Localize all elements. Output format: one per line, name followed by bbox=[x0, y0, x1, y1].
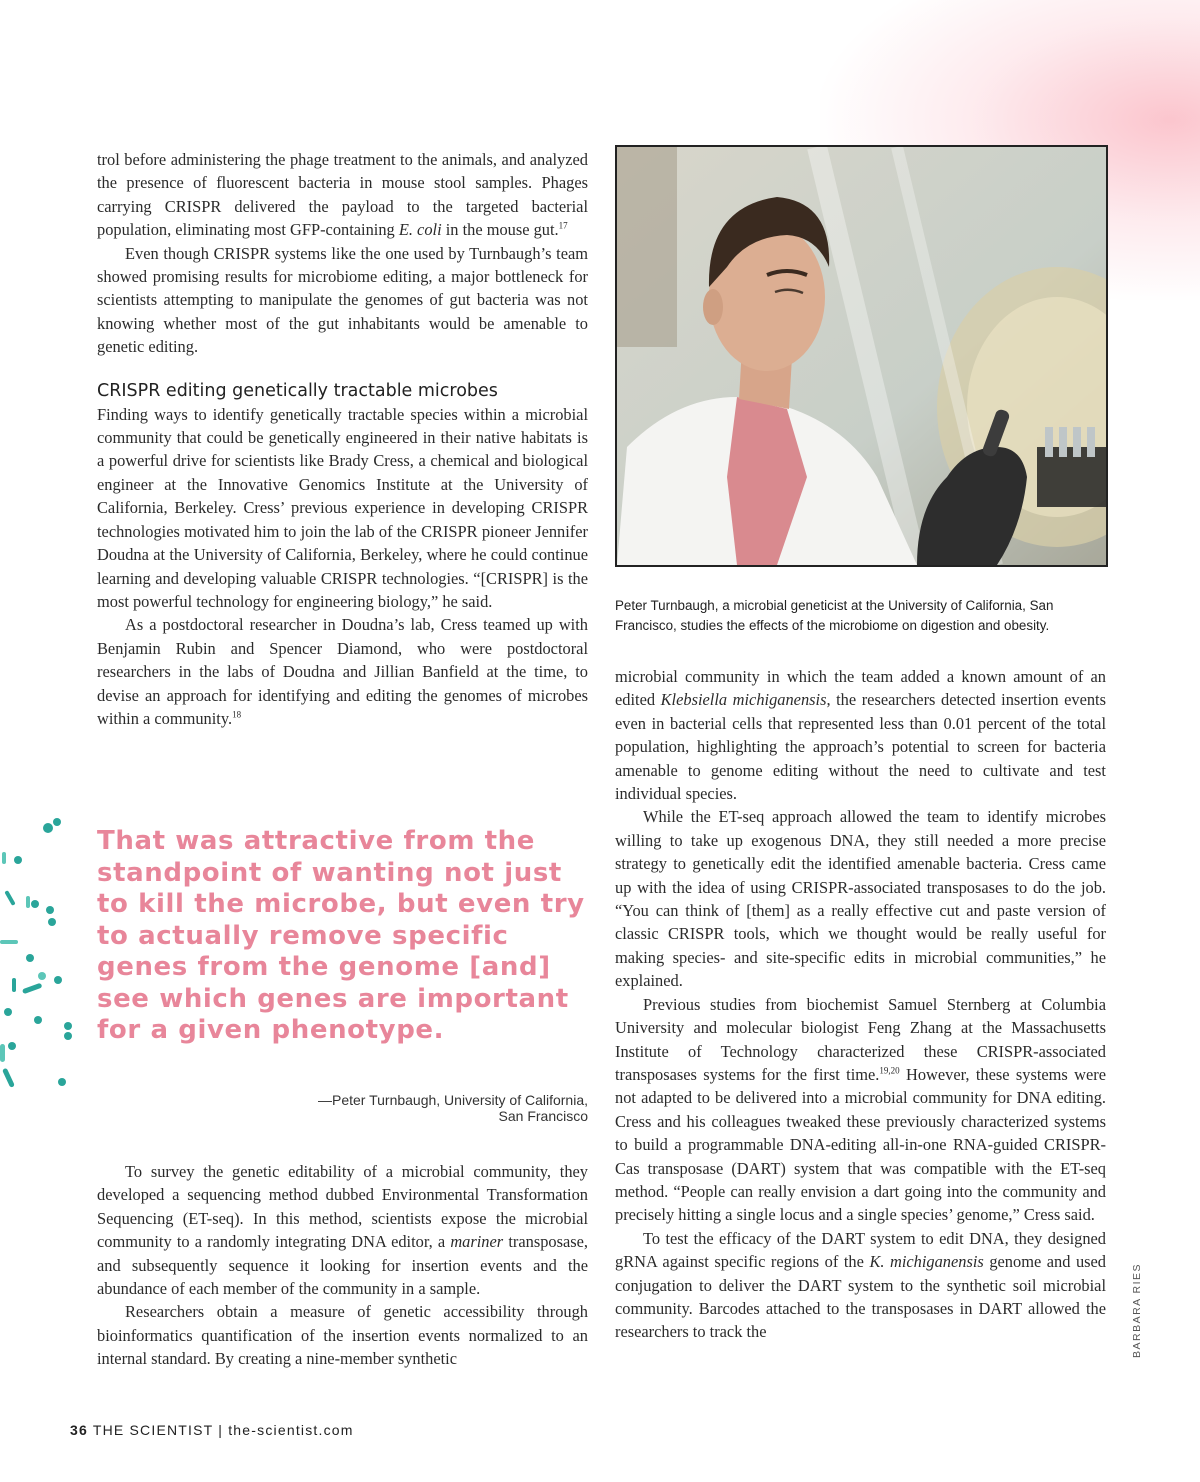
section-heading: CRISPR editing genetically tractable microbes bbox=[97, 380, 498, 401]
paragraph-1: trol before administering the phage treatment to the animals, and analyzed the presence of fluorescent bacteria in mouse stool samples. Phages carrying CRISPR delivered the payload to the targeted bacterial population, eliminating most GFP-containing E. coli in the mouse gut.$^{17}$ bbox=[97, 150, 588, 240]
paragraph-r2: While the ET-seq approach allowed the team to identify microbes willing to take up exogenous DNA, they still needed a more precise strategy to genetically edit the identified amenable bacteria. Cress came up with the idea of using CRISPR-associated transposases to do the job. “You can think of [them] as a really effective cut and paste version of classic CRISPR tools, which we thought would be really useful for making species- and site-specific edits in microbial communities,” he explained. bbox=[615, 807, 1106, 991]
paragraph-r1: microbial community in which the team added a known amount of an edited Klebsiella michiganensis, the researchers detected insertion events even in bacterial cells that represented less than 0.01 percent of the total population, highlighting the approach’s potential to screen for bacteria amenable to genome editing without the need to cultivate and test individual species. bbox=[615, 667, 1106, 804]
page-number: 36 bbox=[70, 1422, 88, 1438]
reference: 17 bbox=[558, 220, 568, 231]
photo-illustration bbox=[617, 147, 1106, 565]
footer-separator: | bbox=[218, 1422, 224, 1438]
photo-caption: Peter Turnbaugh, a microbial geneticist at the University of California, San Francisco, studies the effects of the microbiome on digestion and obesity. bbox=[615, 598, 1054, 633]
magazine-name: THE SCIENTIST bbox=[92, 1422, 214, 1438]
paragraph-4: As a postdoctoral researcher in Doudna’s lab, Cress teamed up with Benjamin Rubin and Spencer Diamond, who were postdoctoral researchers in the labs of Doudna and Jillian Banfield at the time, to devise an approach for identifying and editing the genomes of microbes within a community.$^{18}$ bbox=[97, 615, 588, 728]
paragraph-5: To survey the genetic editability of a microbial community, they developed a sequencing method dubbed Environmental Transformation Sequencing (ET-seq). In this method, scientists expose the microbial community to a randomly integrating DNA editor, a mariner transposase, and subsequently sequence it looking for insertion events and the abundance of each member of the community in a sample. bbox=[97, 1162, 588, 1299]
pull-quote-attribution: —Peter Turnbaugh, University of California, San Francisco bbox=[317, 1092, 588, 1124]
paragraph-r4: To test the efficacy of the DART system to edit DNA, they designed gRNA against specific regions of the K. michiganensis genome and used conjugation to deliver the DART system to the synthetic soil microbial community. Barcodes attached to the transposases in DART allowed the researchers to track the bbox=[615, 1228, 1106, 1342]
italic-term: mariner bbox=[450, 1232, 504, 1252]
page-footer bbox=[70, 1422, 354, 1438]
scientist-photo bbox=[615, 145, 1108, 567]
right-column bbox=[615, 665, 1106, 1344]
paragraph-2: Even though CRISPR systems like the one used by Turnbaugh’s team showed promising results for microbiome editing, a major bottleneck for scientists attempting to manipulate the genomes of gut bacteria was not knowing whether most of the gut inhabitants would be amenable to genetic editing. bbox=[97, 243, 588, 357]
paragraph-3: Finding ways to identify genetically tractable species within a microbial community that could be genetically engineered in their native habitats is a powerful drive for scientists like Brady Cress, a chemical and biological engineer at the Innovative Genomics Institute at the University of California, Berkeley. Cress’ previous experience in developing CRISPR technologies motivated him to join the lab of the CRISPR pioneer Jennifer Doudna at the University of California, Berkeley, where he could continue learning and developing valuable CRISPR technologies. “[CRISPR] is the most powerful technology for engineering biology,” he said. bbox=[97, 404, 588, 611]
left-column-top bbox=[97, 148, 588, 730]
paragraph-6: Researchers obtain a measure of genetic accessibility through bioinformatics quantification of the insertion events normalized to an internal standard. By creating a nine-member synthetic bbox=[97, 1302, 588, 1369]
reference: 19,20 bbox=[879, 1065, 900, 1076]
reference: 18 bbox=[232, 709, 242, 720]
left-column-bottom bbox=[97, 1160, 588, 1371]
italic-term: Klebsiella michiganensis bbox=[660, 690, 827, 710]
paragraph-r3: Previous studies from biochemist Samuel Sternberg at Columbia University and molecular biologist Feng Zhang at the Massachusetts Institute of Technology characterized these CRISPR-associated transposases systems for the first time.$^{19,20}$ However, these systems were not adapted to be delivered into a microbial community for DNA editing. Cress and his colleagues tweaked these previously characterized systems to build a programmable DNA-editing all-in-one RNA-guided CRISPR-Cas transposase (DART) system that was compatible with the ET-seq method. “People can really envision a dart going into the community and precisely hitting a single locus and a single species’ genome,” Cress said. bbox=[615, 994, 1106, 1225]
bacteria-decoration bbox=[0, 800, 90, 1100]
italic-term: K. michiganensis bbox=[869, 1252, 984, 1272]
photo-credit: BARBARA RIES bbox=[1131, 1262, 1143, 1358]
site-url[interactable]: the-scientist.com bbox=[228, 1422, 354, 1438]
italic-term: E. coli bbox=[398, 220, 442, 240]
pull-quote: That was attractive from the standpoint of wanting not just to kill the microbe, but even try to actually remove specific genes from the genome [and] see which genes are important for a given phenotype. bbox=[97, 826, 585, 1045]
